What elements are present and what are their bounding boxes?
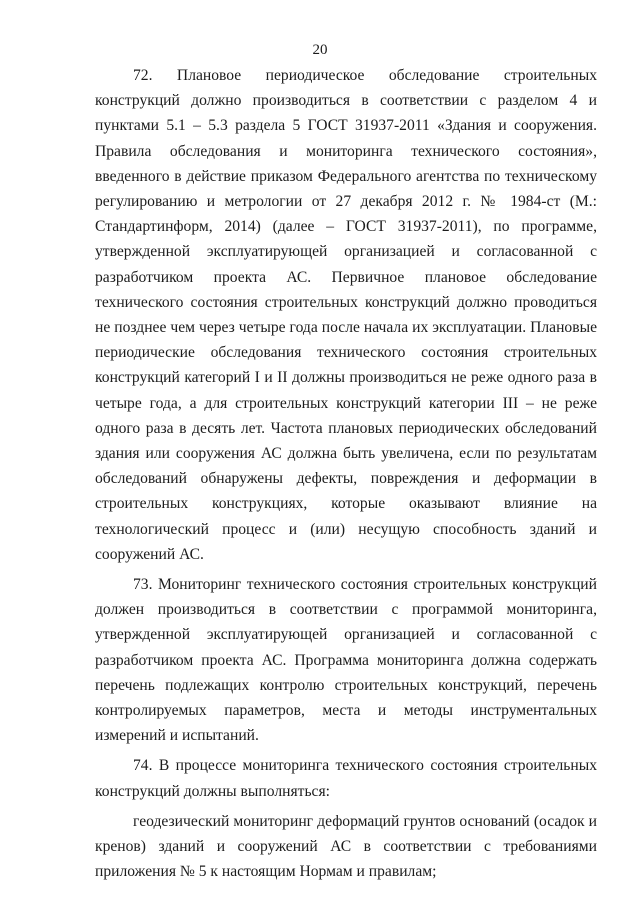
paragraph-73: 73. Мониторинг технического состояния строительных конструкций должен производиться в соответствии с программой мониторинга, утвержденной эксплуатирующей организацией и согласованной с разработчиком проекта АС. Программа мониторинга должна содержать перечень подлежащих контролю строительных конструкций, перечень контролируемых параметров, места и методы инструментальных измерений и испытаний. [95, 576, 597, 745]
paragraph-74: 74. В процессе мониторинга технического состояния строительных конструкций должны выполняться: [95, 757, 597, 800]
paragraph-72: 72. Плановое периодическое обследование строительных конструкций должно производиться в соответствии с разделом 4 и пунктами 5.1 – 5.3 раздела 5 ГОСТ 31937-2011 «Здания и сооружения. Правила обследования и мониторинга технического состояния», введенного в действие приказом Федерального агентства по техническому регулированию и метрологии от 27 декабря 2012 г. № 1984-ст (М.: Стандартинформ, 2014) (далее – ГОСТ 31937-2011), по программе, утвержденной эксплуатирующей организацией и согласованной с разработчиком проекта АС. Первичное плановое обследование технического состояния строительных конструкций должно проводиться не позднее чем через четыре года после начала их эксплуатации. Плановые периодические обследования технического состояния строительных конструкций категорий I и II должны производиться не реже одного раза в четыре года, а для строительных конструкций категории III – не реже одного раза в десять лет. Частота плановых периодических обследований здания или сооружения АС должна быть увеличена, если по результатам обследований обнаружены дефекты, повреждения и деформации в строительных конструкциях, которые оказывают влияние на технологический процесс и (или) несущую способность зданий и сооружений АС. [95, 67, 597, 563]
document-body [95, 63, 597, 885]
list-item-geodetic-monitoring: геодезический мониторинг деформаций грунтов оснований (осадок и кренов) зданий и сооружений АС в соответствии с требованиями приложения № 5 к настоящим Нормам и правилам; [95, 812, 597, 881]
page-number: 20 [312, 42, 328, 58]
